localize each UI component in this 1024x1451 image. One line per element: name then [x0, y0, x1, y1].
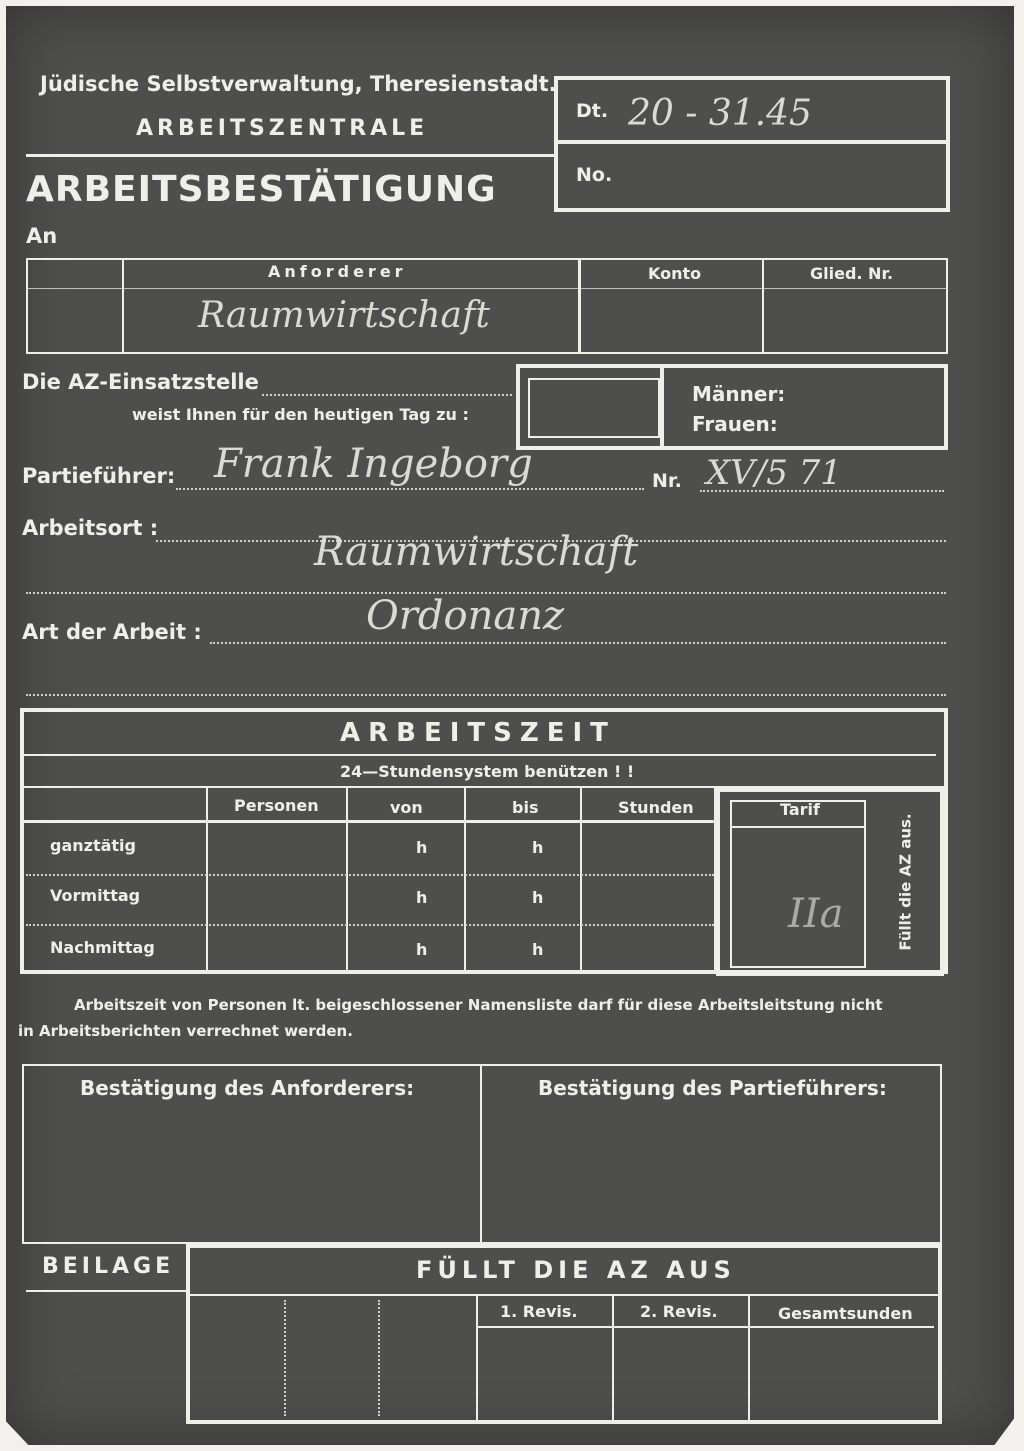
col-divider-4: [580, 788, 582, 970]
note-line-2: in Arbeitsberichten verrechnet werden.: [18, 1022, 353, 1040]
art-label: Art der Arbeit :: [22, 620, 202, 644]
col-divider-3: [464, 788, 466, 970]
arbeitszeit-title: ARBEITSZEIT: [340, 718, 616, 748]
col-header-personen: Personen: [234, 796, 319, 815]
anforderer-label: Anforderer: [268, 262, 407, 281]
row-ganztaetig-bis: h: [532, 838, 544, 857]
confirm-partie-label: Bestätigung des Partieführers:: [538, 1076, 887, 1100]
partie-dotted-line: [176, 488, 644, 490]
count-box-divider: [660, 366, 664, 448]
art-dotted-line-2: [26, 694, 946, 696]
date-value: 20 - 31.45: [628, 93, 812, 134]
footer-title: FÜLLT DIE AZ AUS: [416, 1256, 736, 1284]
confirmation-divider: [480, 1066, 482, 1242]
row-dotted-rule-1: [26, 874, 714, 876]
side-label: Füllt die AZ aus.: [896, 813, 915, 951]
art-value: Ordonanz: [366, 593, 565, 639]
header-rule: [26, 154, 554, 157]
an-label: An: [26, 224, 58, 248]
note-line-1: Arbeitszeit von Personen lt. beigeschlossener Namensliste darf für diese Arbeitsleitstung nicht: [74, 996, 883, 1014]
ort-label: Arbeitsort :: [22, 516, 159, 540]
nr-dotted-line: [700, 490, 944, 492]
rev2-label: 2. Revis.: [640, 1302, 718, 1321]
frauen-label: Frauen:: [692, 412, 778, 436]
org-name: Jüdische Selbstverwaltung, Theresienstadt.: [40, 72, 557, 96]
addressee-header-rule: [28, 288, 946, 289]
art-dotted-line-1: [210, 642, 946, 644]
arbeitszeit-title-rule: [24, 754, 936, 756]
form-title: ARBEITSBESTÄTIGUNG: [26, 169, 497, 210]
einsatz-label: Die AZ-Einsatzstelle: [22, 370, 259, 394]
rev1-label: 1. Revis.: [500, 1302, 578, 1321]
footer-col-2: [612, 1296, 614, 1420]
no-label: No.: [576, 164, 613, 186]
anforderer-value: Raumwirtschaft: [198, 295, 490, 336]
confirm-anforderer-label: Bestätigung des Anforderers:: [80, 1076, 415, 1100]
row-vormittag-von: h: [416, 888, 428, 907]
tarif-value: IIa: [788, 891, 844, 937]
gesamt-label: Gesamtsunden: [778, 1304, 913, 1323]
footer-title-rule: [190, 1294, 938, 1296]
count-inner-box: [528, 378, 660, 438]
nr-label: Nr.: [652, 470, 682, 492]
footer-col-1: [476, 1296, 478, 1420]
tarif-label: Tarif: [780, 800, 820, 819]
row-dotted-rule-2: [26, 924, 714, 926]
row-nachmittag-von: h: [416, 940, 428, 959]
col-divider-1: [206, 788, 208, 970]
col-header-stunden: Stunden: [618, 798, 694, 817]
col-header-bis: bis: [512, 798, 539, 817]
einsatz-dotted-line: [262, 394, 512, 396]
konto-label: Konto: [648, 264, 702, 283]
row-label-nachmittag: Nachmittag: [50, 938, 155, 957]
partie-label: Partieführer:: [22, 464, 176, 488]
dept-name: ARBEITSZENTRALE: [136, 116, 429, 141]
date-label: Dt.: [576, 100, 609, 122]
addressee-col-2: [578, 260, 581, 352]
columns-header-rule: [24, 820, 716, 823]
row-nachmittag-bis: h: [532, 940, 544, 959]
date-no-divider: [556, 140, 948, 144]
glied-label: Glied. Nr.: [810, 264, 894, 283]
row-label-ganztaetig: ganztätig: [50, 836, 136, 855]
tarif-header-rule: [732, 826, 864, 828]
weist-label: weist Ihnen für den heutigen Tag zu :: [132, 405, 469, 424]
col-header-von: von: [390, 798, 423, 817]
beilage-rule: [26, 1290, 186, 1292]
addressee-col-3: [762, 260, 764, 352]
arbeitszeit-subtitle: 24—Stundensystem benützen ! !: [340, 762, 635, 781]
partie-value: Frank Ingeborg: [214, 441, 533, 487]
nr-value: XV/5 71: [706, 453, 842, 493]
row-label-vormittag: Vormittag: [50, 886, 141, 905]
footer-header-rule: [478, 1326, 934, 1328]
row-vormittag-bis: h: [532, 888, 544, 907]
addressee-col-1: [122, 260, 124, 352]
footer-dotted-col-1: [284, 1300, 286, 1416]
beilage-label: BEILAGE: [42, 1254, 175, 1279]
maenner-label: Männer:: [692, 382, 786, 406]
footer-dotted-col-2: [378, 1300, 380, 1416]
col-divider-2: [346, 788, 348, 970]
ort-value: Raumwirtschaft: [314, 529, 639, 575]
footer-col-3: [748, 1296, 750, 1420]
row-ganztaetig-von: h: [416, 838, 428, 857]
